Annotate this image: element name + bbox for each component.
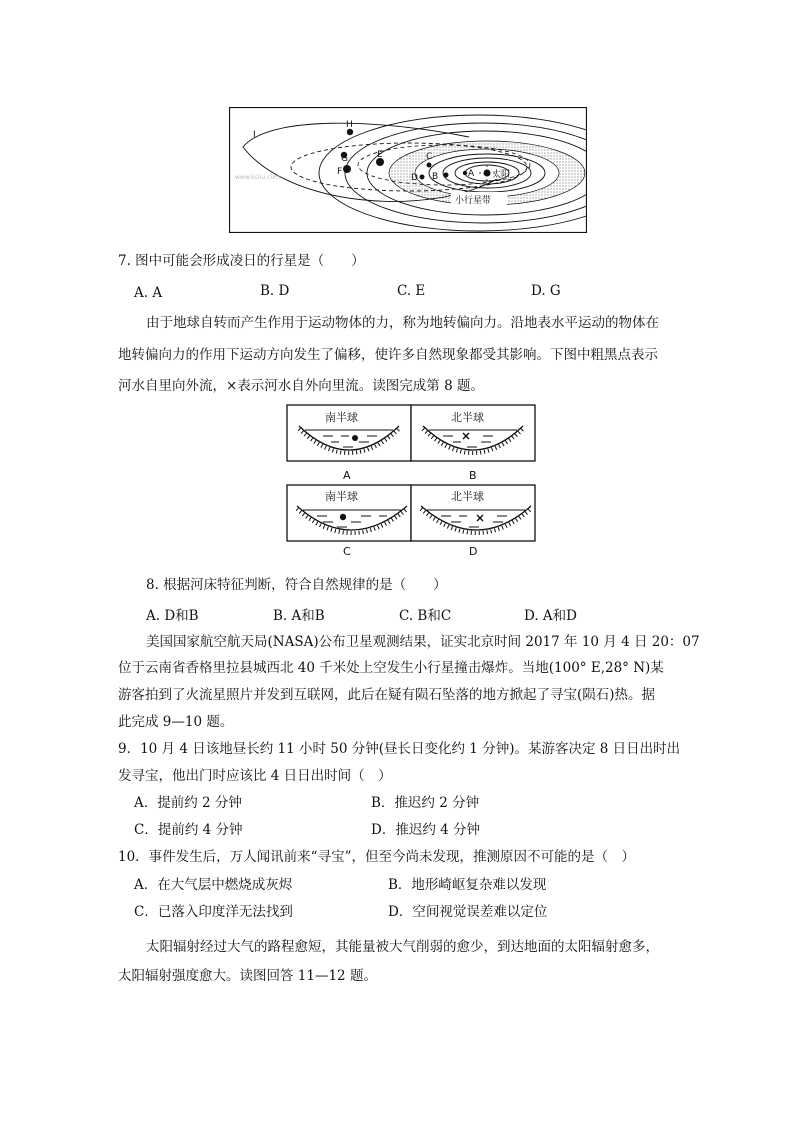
q8-option-b: B. A和B — [273, 608, 325, 624]
panel-a-letter: A — [343, 469, 351, 482]
panel-b-hemisphere: 北半球 — [451, 411, 484, 424]
passage1-line2: 地转偏向力的作用下运动方向发生了偏移，使许多自然现象都受其影响。下图中粗黑点表示 — [118, 347, 658, 363]
q10-option-a: A．在大气层中燃烧成灰烬 — [134, 877, 293, 893]
passage2-line1: 美国国家航空航天局(NASA)公布卫星观测结果，证实北京时间 2017 年 10 月 4 日 20：07 — [146, 634, 700, 650]
q9-option-c: C．提前约 4 分钟 — [134, 822, 243, 838]
panel-d-hemisphere: 北半球 — [451, 490, 484, 503]
q10-option-d: D．空间视觉误差难以定位 — [388, 904, 548, 920]
q9-option-d: D．推迟约 4 分钟 — [371, 822, 480, 838]
orbit-figure — [229, 107, 587, 237]
passage1-line3: 河水自里向外流，×表示河水自外向里流。读图完成第 8 题。 — [118, 378, 484, 394]
q9-option-b: B．推迟约 2 分钟 — [371, 795, 480, 811]
q8-option-c: C. B和C — [399, 608, 452, 624]
q7-stem: 7. 图中可能会形成凌日的行星是（ ） — [118, 253, 365, 269]
q9-stem-line2: 发寻宝，他出门时应该比 4 日日出时间（ ） — [118, 768, 392, 784]
panel-a-hemisphere: 南半球 — [325, 411, 358, 424]
q8-option-a: A. D和B — [146, 608, 199, 624]
q10-option-b: B．地形崎岖复杂难以发现 — [388, 877, 547, 893]
q9-option-a: A．提前约 2 分钟 — [134, 795, 242, 811]
sun-label: 太阳 — [492, 170, 511, 180]
orbit-label-h: H — [346, 120, 353, 130]
orbit-label-i: I — [253, 130, 256, 140]
orbit-label-e: E — [377, 150, 383, 160]
river-figure — [283, 404, 539, 564]
q7-option-b: B. D — [260, 283, 290, 299]
panel-c-letter: C — [343, 545, 351, 558]
watermark: www.ks5u.com — [235, 174, 281, 181]
q7-option-d: D. G — [531, 283, 561, 299]
passage3-line2: 太阳辐射强度愈大。读图回答 11—12 题。 — [118, 968, 377, 984]
q9-stem-line1: 9．10 月 4 日该地昼长约 11 小时 50 分钟(昼长日变化约 1 分钟)。某游客决定 8 日日出时出 — [118, 741, 681, 757]
passage2-line3: 游客拍到了火流星照片并发到互联网，此后在疑有陨石坠落的地方掀起了寻宝(陨石)热。据 — [118, 687, 656, 703]
passage1-line1: 由于地球自转而产生作用于运动物体的力，称为地转偏向力。沿地表水平运动的物体在 — [146, 315, 659, 331]
orbit-label-b: B — [432, 172, 439, 182]
panel-d-letter: D — [469, 545, 478, 558]
q10-option-c: C．已落入印度洋无法找到 — [134, 904, 293, 920]
q10-stem: 10．事件发生后，万人闻讯前来“寻宝”，但至今尚未发现，推测原因不可能的是（ ） — [118, 849, 635, 865]
orbit-label-d: D — [411, 173, 418, 183]
orbit-label-a: A — [468, 169, 475, 179]
passage2-line4: 此完成 9—10 题。 — [118, 714, 234, 730]
q7-option-a: A. A — [134, 285, 163, 301]
q8-option-d: D. A和D — [524, 608, 577, 624]
q8-stem: 8. 根据河床特征判断，符合自然规律的是（ ） — [146, 577, 447, 593]
panel-b-letter: B — [469, 469, 477, 482]
passage3-line1: 太阳辐射经过大气的路程愈短，其能量被大气削弱的愈少，到达地面的太阳辐射愈多， — [146, 939, 659, 955]
asteroid-belt-label: 小行星带 — [455, 196, 492, 206]
orbit-label-f: F — [337, 167, 343, 177]
q7-option-c: C. E — [397, 283, 426, 299]
passage2-line2: 位于云南省香格里拉县城西北 40 千米处上空发生小行星撞击爆炸。当地(100° E,28° N)某 — [118, 660, 664, 676]
orbit-label-g: G — [341, 154, 348, 164]
orbit-label-c: C — [426, 152, 433, 162]
panel-c-hemisphere: 南半球 — [325, 490, 358, 503]
